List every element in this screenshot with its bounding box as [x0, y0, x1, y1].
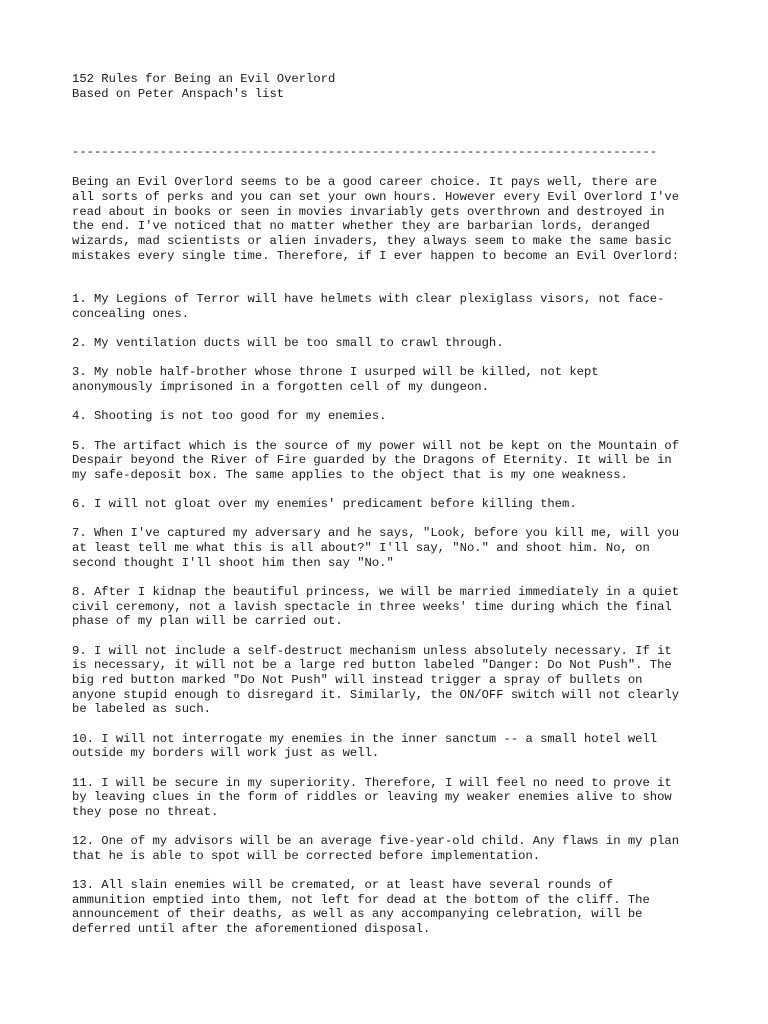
rule-item: 4. Shooting is not too good for my enemies.: [72, 409, 387, 424]
document-title: 152 Rules for Being an Evil Overlord: [72, 72, 336, 86]
rule-item: 2. My ventilation ducts will be too small to crawl through.: [72, 336, 504, 351]
intro-paragraph: Being an Evil Overlord seems to be a good career choice. It pays well, there are all sorts of perks and you can set your own hours. However every Evil Overlord I've read about in books or seen in movies invariably gets overthrown and destroyed in the end. I've noticed that no matter whether they are barbarian lords, deranged wizards, mad scientists or alien invaders, they always seem to make the same basic mistakes every single time. Therefore, if I ever happen to become an Evil Overlord:: [72, 175, 680, 263]
rule-item: 1. My Legions of Terror will have helmets with clear plexiglass visors, not face- concealing ones.: [72, 292, 665, 322]
document-subtitle: Based on Peter Anspach's list: [72, 86, 285, 101]
separator-line: --------------------------------------------------------------------------------: [72, 145, 658, 160]
rule-item: 10. I will not interrogate my enemies in the inner sanctum -- a small hotel well outside my borders will work just as well.: [72, 731, 658, 761]
rule-item: 9. I will not include a self-destruct mechanism unless absolutely necessary. If it is necessary, it will not be a large red button labeled "Danger: Do Not Push". The big red button marked "Do Not Push" will instead trigger a spray of bullets on anyone stupid enough to disregard it. Similarly, the ON/OFF switch will not clearly be labeled as such.: [72, 643, 680, 717]
rule-item: 11. I will be secure in my superiority. Therefore, I will feel no need to prove it by leaving clues in the form of riddles or leaving my weaker enemies alive to show they pose no threat.: [72, 775, 672, 819]
rule-item: 8. After I kidnap the beautiful princess, we will be married immediately in a quiet civil ceremony, not a lavish spectacle in three weeks' time during which the final phase of my plan will be carried out.: [72, 584, 680, 629]
rule-item: 7. When I've captured my adversary and he says, "Look, before you kill me, will you at least tell me what this is all about?" I'll say, "No." and shoot him. No, on second thought I'll shoot him then say "No.": [72, 526, 680, 570]
document-page: [72, 72, 732, 951]
rule-item: 3. My noble half-brother whose throne I usurped will be killed, not kept anonymously imprisoned in a forgotten cell of my dungeon.: [72, 365, 599, 395]
title-block: [72, 72, 732, 101]
rule-item: 12. One of my advisors will be an average five-year-old child. Any flaws in my plan that he is able to spot will be corrected before implementation.: [72, 834, 680, 863]
rule-item: 6. I will not gloat over my enemies' predicament before killing them.: [72, 497, 577, 512]
rules-list: [72, 292, 732, 937]
rule-item: 13. All slain enemies will be cremated, or at least have several rounds of ammunition emptied into them, not left for dead at the bottom of the cliff. The announcement of their deaths, as well as any accompanying celebration, will be deferred until after the aforementioned disposal.: [72, 878, 650, 937]
rule-item: 5. The artifact which is the source of my power will not be kept on the Mountain of Despair beyond the River of Fire guarded by the Dragons of Eternity. It will be in my safe-deposit box. The same applies to the object that is my one weakness.: [72, 438, 680, 482]
